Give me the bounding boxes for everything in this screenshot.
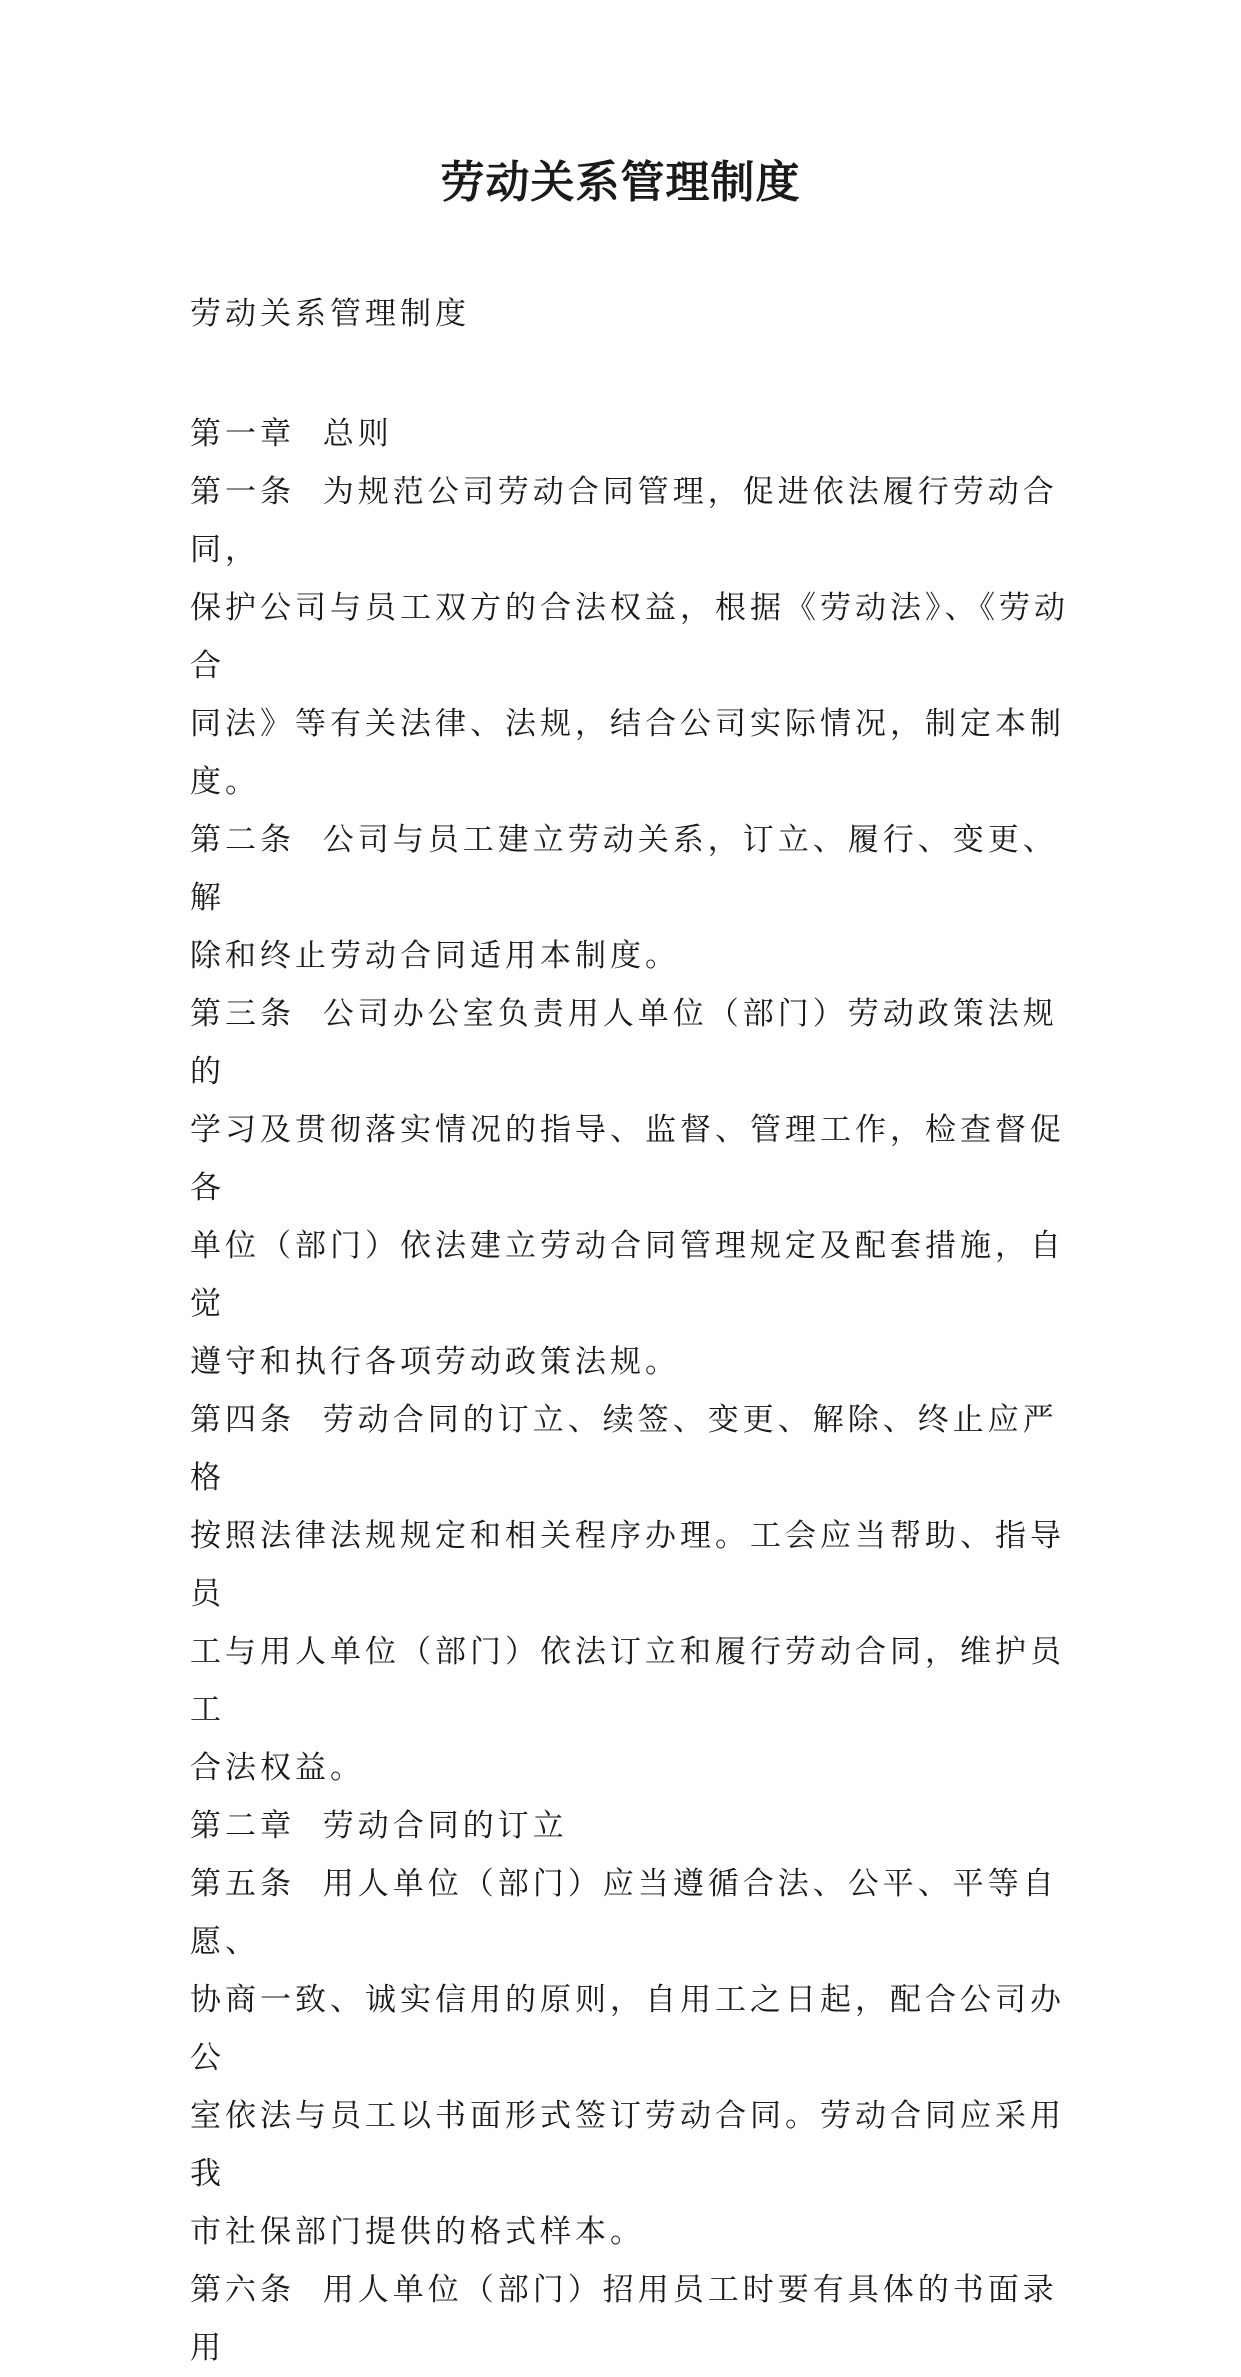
body-line: 第三条 公司办公室负责用人单位（部门）劳动政策法规的 <box>190 996 1058 1090</box>
body-line: 第一条 为规范公司劳动合同管理，促进依法履行劳动合同， <box>190 474 1058 568</box>
chapter-heading: 第一章 总则 <box>190 416 393 452</box>
body-line: 按照法律法规规定和相关程序办理。工会应当帮助、指导员 <box>190 1518 1065 1612</box>
document-body <box>190 405 1070 2377</box>
body-line: 单位（部门）依法建立劳动合同管理规定及配套措施，自觉 <box>190 1228 1065 1322</box>
body-line: 协商一致、诚实信用的原则，自用工之日起，配合公司办公 <box>190 1982 1065 2076</box>
body-line: 市社保部门提供的格式样本。 <box>190 2214 645 2250</box>
document-title: 劳动关系管理制度 <box>440 157 801 208</box>
body-line: 遵守和执行各项劳动政策法规。 <box>190 1344 680 1380</box>
body-line: 学习及贯彻落实情况的指导、监督、管理工作，检查督促各 <box>190 1112 1065 1206</box>
body-line: 除和终止劳动合同适用本制度。 <box>190 938 680 974</box>
body-line: 第四条 劳动合同的订立、续签、变更、解除、终止应严格 <box>190 1402 1058 1496</box>
body-line: 室依法与员工以书面形式签订劳动合同。劳动合同应采用我 <box>190 2098 1065 2192</box>
chapter-heading: 第二章 劳动合同的订立 <box>190 1808 568 1844</box>
document-subtitle: 劳动关系管理制度 <box>190 296 470 332</box>
body-line: 合法权益。 <box>190 1750 365 1786</box>
body-line: 保护公司与员工双方的合法权益，根据《劳动法》、《劳动合 <box>190 590 1069 684</box>
body-line: 第五条 用人单位（部门）应当遵循合法、公平、平等自愿、 <box>190 1866 1058 1960</box>
body-line: 同法》等有关法律、法规，结合公司实际情况，制定本制度。 <box>190 706 1065 800</box>
body-line: 第六条 用人单位（部门）招用员工时要有具体的书面录用 <box>190 2272 1058 2366</box>
body-line: 第二条 公司与员工建立劳动关系，订立、履行、变更、解 <box>190 822 1058 916</box>
body-line: 工与用人单位（部门）依法订立和履行劳动合同，维护员工 <box>190 1634 1065 1728</box>
